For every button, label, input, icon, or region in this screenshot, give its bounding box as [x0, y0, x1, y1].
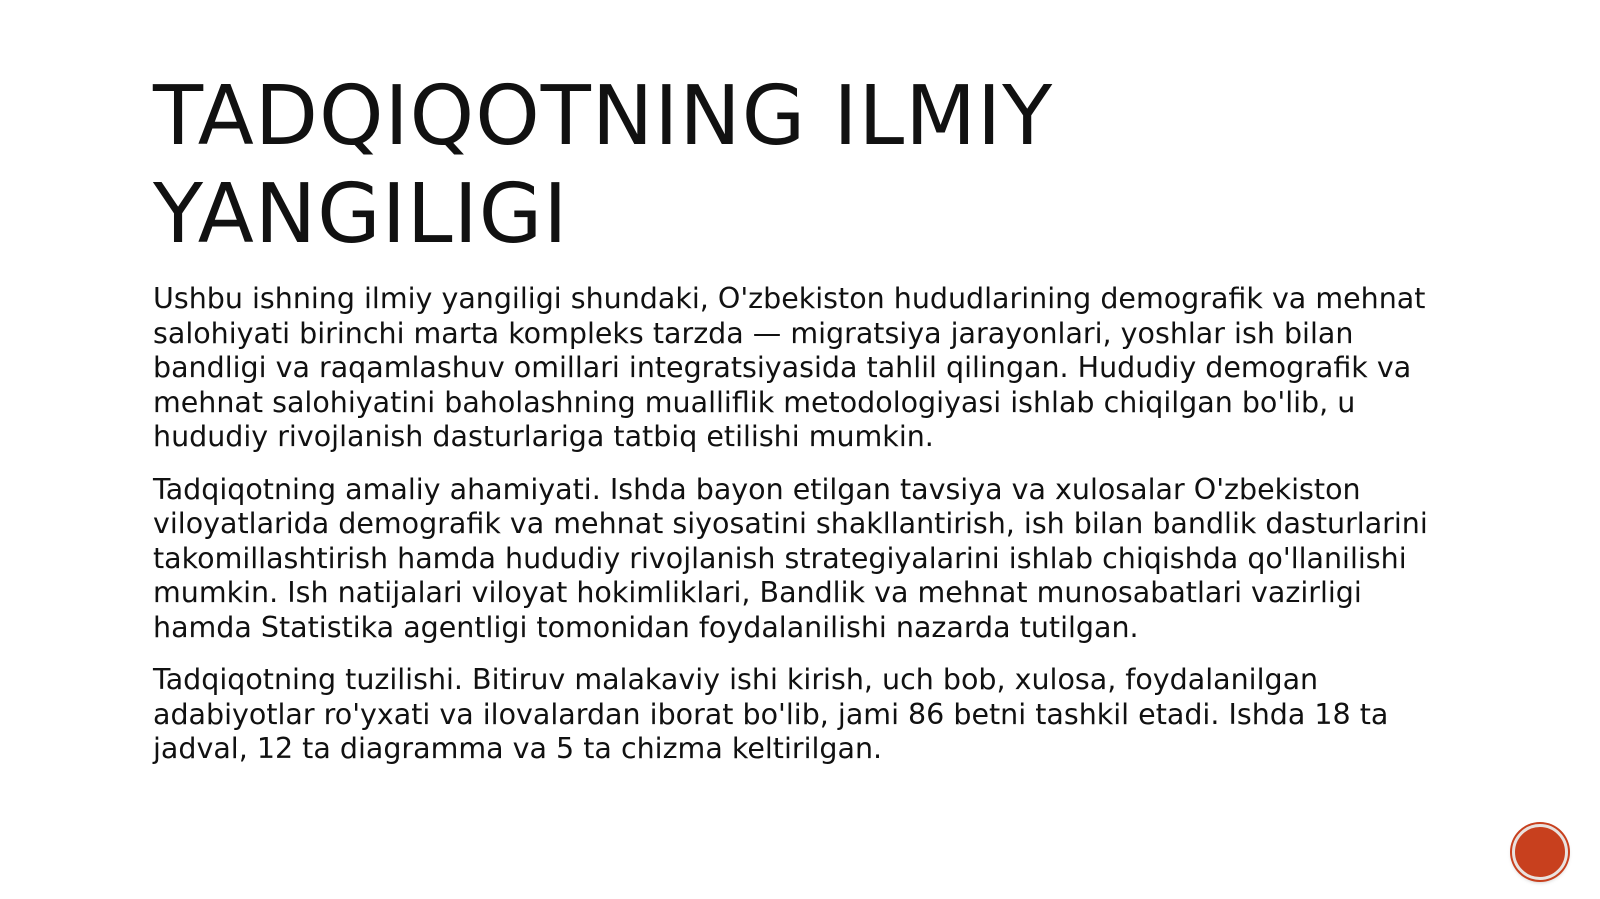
paragraph-structure: Tadqiqotning tuzilishi. Bitiruv malakaviy ishi kirish, uch bob, xulosa, foydalanilgan adabiyotlar ro'yxati va ilovalardan iborat bo'lib, jami 86 betni tashkil etadi. Ishda 18 ta jadval, 12 ta diagramma va 5 ta chizma keltirilgan. [153, 663, 1389, 765]
slide-nav-button-icon[interactable] [1512, 824, 1568, 880]
slide-title [153, 68, 1453, 264]
slide-body [153, 282, 1453, 785]
slide-title-line-2: YANGILIGI [153, 167, 569, 262]
paragraph-scientific-novelty: Ushbu ishning ilmiy yangiligi shundaki, O'zbekiston hududlarining demografik va mehnat salohiyati birinchi marta kompleks tarzda — migratsiya jarayonlari, yoshlar ish bilan bandligi va raqamlashuv omillari integratsiyasida tahlil qilingan. Hududiy demografik va mehnat salohiyatini baholashning mualliflik metodologiyasi ishlab chiqilgan bo'lib, u hududiy rivojlanish dasturlariga tatbiq etilishi mumkin. [153, 282, 1426, 453]
slide-title-line-1: TADQIQOTNING ILMIY [153, 69, 1054, 164]
paragraph-practical-significance: Tadqiqotning amaliy ahamiyati. Ishda bayon etilgan tavsiya va xulosalar O'zbekiston viloyatlarida demografik va mehnat siyosatini shakllantirish, ish bilan bandlik dasturlarini takomillashtirish hamda hududiy rivojlanish strategiyalarini ishlab chiqishda qo'llanilishi mumkin. Ish natijalari viloyat hokimliklari, Bandlik va mehnat munosabatlari vazirligi hamda Statistika agentligi tomonidan foydalanilishi nazarda tutilgan. [153, 472, 1428, 644]
